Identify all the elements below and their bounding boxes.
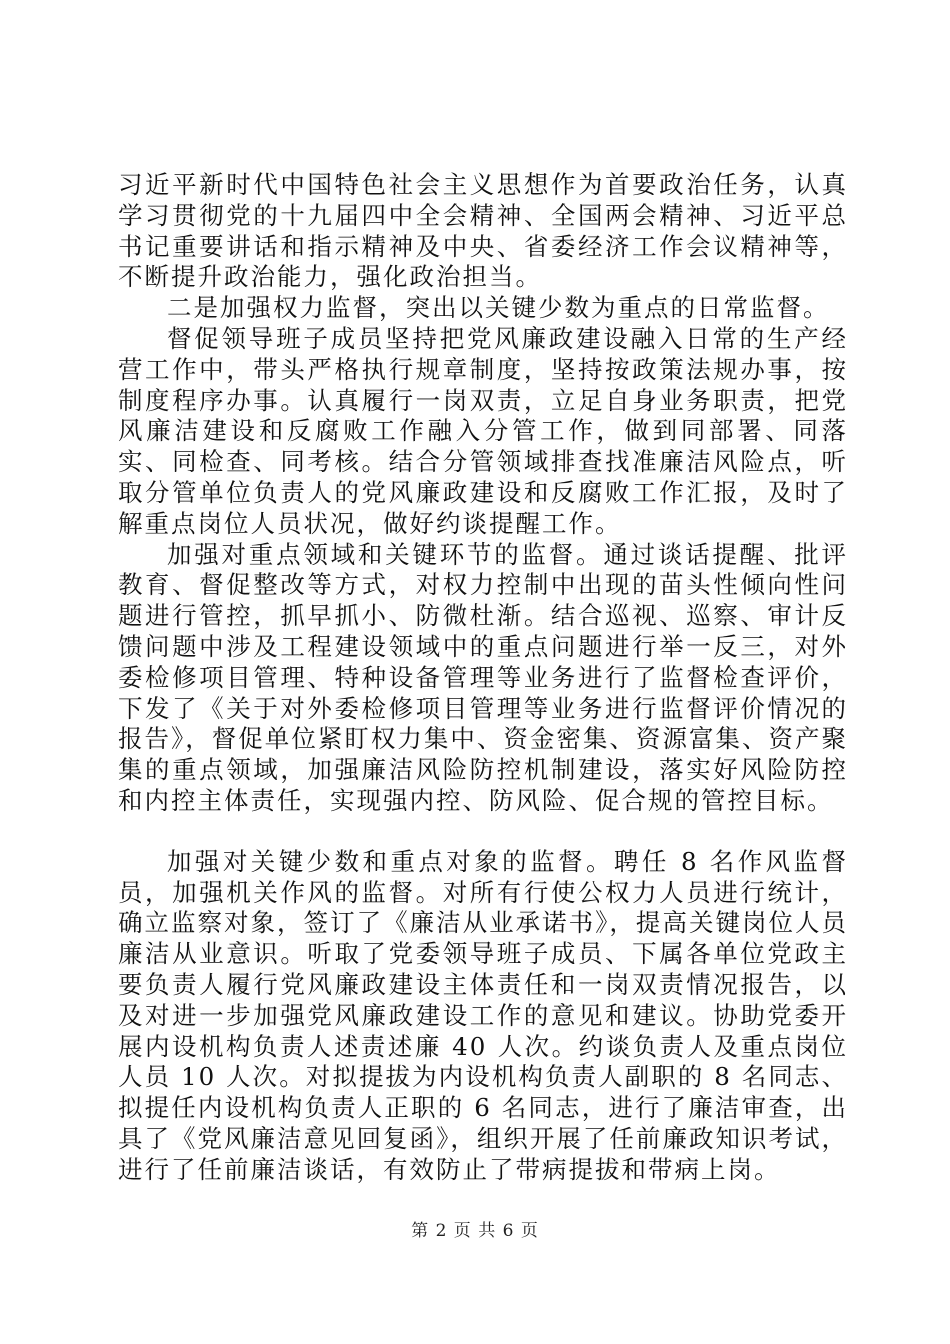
paragraph-leadership-supervision: 督促领导班子成员坚持把党风廉政建设融入日常的生产经营工作中，带头严格执行规章制度，坚持按政策法规办事，按制度程序办事。认真履行一岗双责，立足自身业务职责，把党风廉洁建设和反腐败工作融入分管工作，做到同部署、同落实、同检查、同考核。结合分管领域排查找准廉洁风险点，听取分管单位负责人的党风廉政建设和反腐败工作汇报，及时了解重点岗位人员状况，做好约谈提醒工作。 bbox=[118, 323, 848, 538]
page-number-footer: 第 2 页 共 6 页 bbox=[411, 1221, 539, 1241]
paragraph-key-personnel-supervision: 加强对关键少数和重点对象的监督。聘任 8 名作风监督员，加强机关作风的监督。对所有行使公权力人员进行统计，确立监察对象，签订了《廉洁从业承诺书》，提高关键岗位人员廉洁从业意识。听取了党委领导班子成员、下属各单位党政主要负责人履行党风廉政建设主体责任和一岗双责情况报告，以及对进一步加强党风廉政建设工作的意见和建议。协助党委开展内设机构负责人述责述廉 40 人次。约谈负责人及重点岗位人员 10 人次。对拟提拔为内设机构负责人副职的 8 名同志、拟提任内设机构负责人正职的 6 名同志，进行了廉洁审查，出具了《党风廉洁意见回复函》，组织开展了任前廉政知识考试，进行了任前廉洁谈话，有效防止了带病提拔和带病上岗。 bbox=[118, 846, 848, 1184]
paragraph-continuation: 习近平新时代中国特色社会主义思想作为首要政治任务，认真学习贯彻党的十九届四中全会精神、全国两会精神、习近平总书记重要讲话和指示精神及中央、省委经济工作会议精神等，不断提升政治能力，强化政治担当。 bbox=[118, 170, 848, 292]
paragraph-key-areas-supervision: 加强对重点领域和关键环节的监督。通过谈话提醒、批评教育、督促整改等方式，对权力控制中出现的苗头性倾向性问题进行管控，抓早抓小、防微杜渐。结合巡视、巡察、审计反馈问题中涉及工程建设领域中的重点问题进行举一反三，对外委检修项目管理、特种设备管理等业务进行了监督检查评价，下发了《关于对外委检修项目管理等业务进行监督评价情况的报告》，督促单位紧盯权力集中、资金密集、资源富集、资产聚集的重点领域，加强廉洁风险防控机制建设，落实好风险防控和内控主体责任，实现强内控、防风险、促合规的管控目标。 bbox=[118, 539, 848, 815]
paragraph-section-heading: 二是加强权力监督，突出以关键少数为重点的日常监督。 bbox=[167, 293, 830, 323]
document-body bbox=[118, 170, 848, 1186]
